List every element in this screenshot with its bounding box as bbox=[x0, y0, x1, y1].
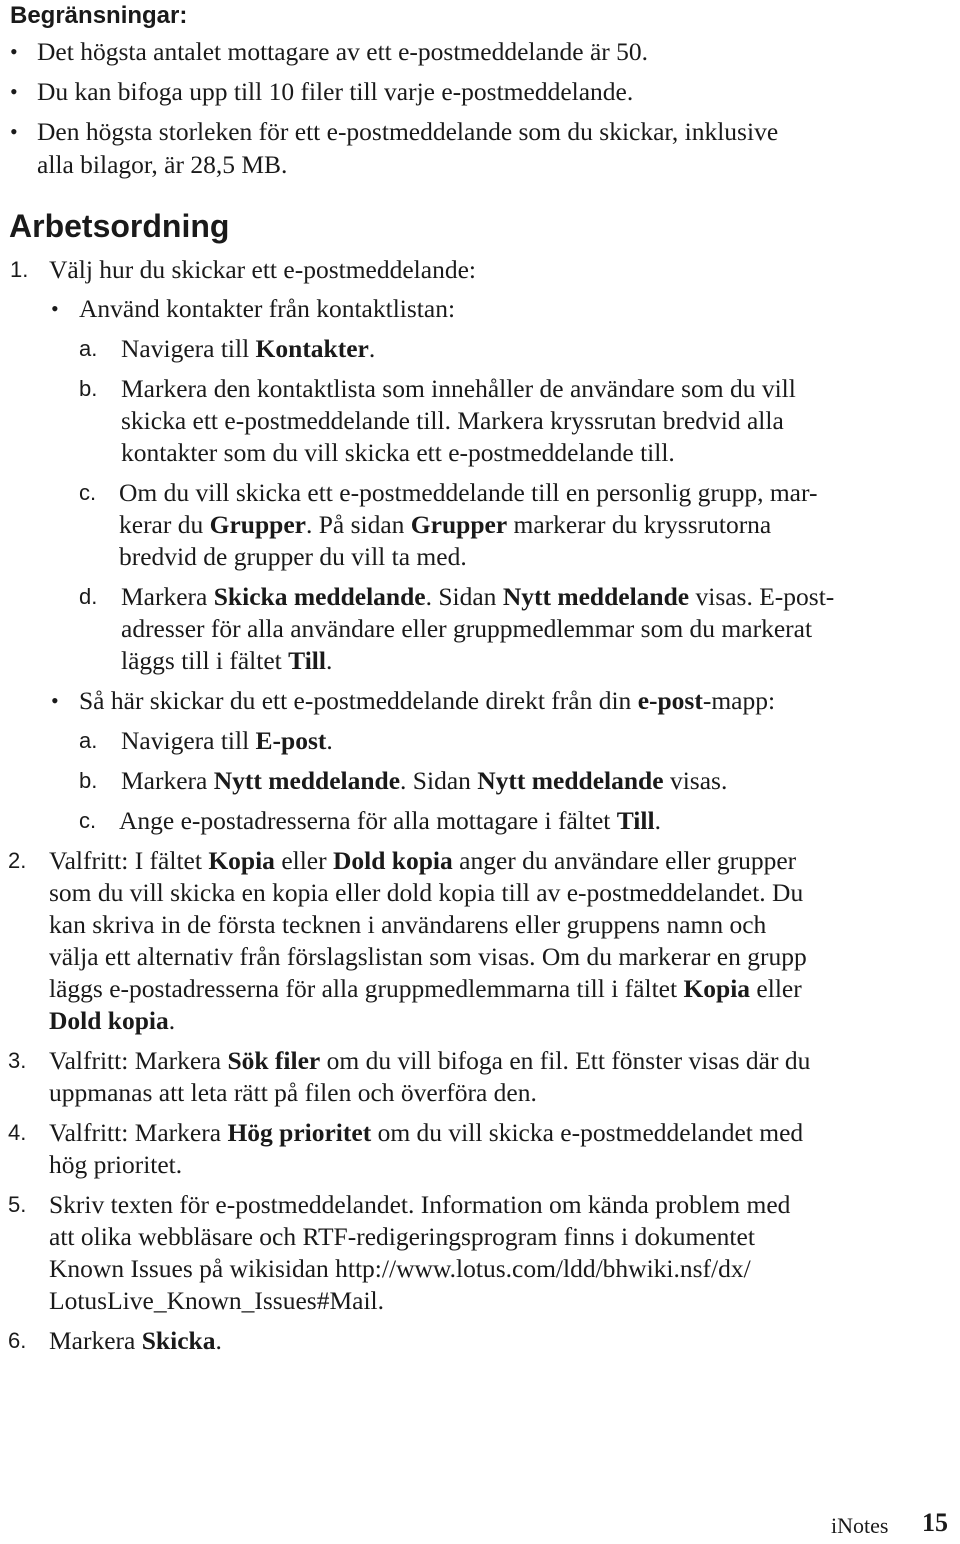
step3-text: uppmanas att leta rätt på filen och överföra den. bbox=[49, 1078, 537, 1107]
substep-c-text: Ange e-postadresserna för alla mottagare i fältet Till. bbox=[119, 806, 661, 835]
option-contacts: Använd kontakter från kontaktlistan: bbox=[79, 294, 456, 323]
substep-c-text: Om du vill skicka ett e-postmeddelande till en personlig grupp, mar- bbox=[119, 478, 818, 507]
substep-d-text: adresser för alla användare eller gruppmedlemmar som du markerat bbox=[121, 614, 813, 643]
substep-c-text: bredvid de grupper du vill ta med. bbox=[119, 542, 467, 571]
step5-text: LotusLive_Known_Issues#Mail. bbox=[49, 1286, 385, 1315]
step2-text: Valfritt: I fältet Kopia eller Dold kopia anger du användare eller grupper bbox=[49, 846, 797, 875]
substep-b-text: skicka ett e-postmeddelande till. Markera kryssrutan bredvid alla bbox=[121, 406, 784, 435]
substep-a-text: Navigera till Kontakter. bbox=[121, 334, 376, 363]
substep-label: b. bbox=[79, 376, 98, 401]
substep-label: c. bbox=[79, 480, 97, 505]
substep-label: c. bbox=[79, 808, 97, 833]
substep-b-text: Markera den kontaktlista som innehåller de användare som du vill bbox=[121, 374, 796, 403]
step-number: 5. bbox=[8, 1192, 27, 1217]
substep-a-text: Navigera till E-post. bbox=[121, 726, 333, 755]
page-number: 15 bbox=[922, 1508, 948, 1537]
step-number: 1. bbox=[10, 257, 29, 282]
step2-text: läggs e-postadresserna för alla gruppmedlemmarna till i fältet Kopia eller bbox=[49, 974, 802, 1003]
step-number: 4. bbox=[8, 1120, 27, 1145]
bullet-dot: • bbox=[10, 79, 18, 104]
bullet-dot: • bbox=[51, 688, 59, 713]
step-number: 3. bbox=[8, 1048, 27, 1073]
substep-label: a. bbox=[79, 336, 98, 361]
procedure-heading: Arbetsordning bbox=[9, 208, 230, 244]
limitation-size-cont: alla bilagor, är 28,5 MB. bbox=[37, 150, 288, 179]
bullet-dot: • bbox=[10, 119, 18, 144]
step4-text: hög prioritet. bbox=[49, 1150, 183, 1179]
limitations-heading: Begränsningar: bbox=[10, 2, 188, 29]
step6-text: Markera Skicka. bbox=[49, 1326, 222, 1355]
step2-text: kan skriva in de första tecknen i användarens eller gruppens namn och bbox=[49, 910, 767, 939]
step2-text: välja ett alternativ från förslagslistan som visas. Om du markerar en grupp bbox=[49, 942, 807, 971]
step4-text: Valfritt: Markera Hög prioritet om du vill skicka e-postmeddelandet med bbox=[49, 1118, 804, 1147]
limitation-files: Du kan bifoga upp till 10 filer till varje e-postmeddelande. bbox=[37, 77, 634, 106]
bullet-dot: • bbox=[10, 39, 18, 64]
substep-label: b. bbox=[79, 768, 98, 793]
substep-b-text: Markera Nytt meddelande. Sidan Nytt meddelande visas. bbox=[121, 766, 728, 795]
step5-text: att olika webbläsare och RTF-redigeringsprogram finns i dokumentet bbox=[49, 1222, 755, 1251]
step2-text: Dold kopia. bbox=[49, 1006, 176, 1035]
bullet-dot: • bbox=[51, 296, 59, 321]
step-number: 2. bbox=[8, 848, 27, 873]
substep-c-text: kerar du Grupper. På sidan Grupper markerar du kryssrutorna bbox=[119, 510, 772, 539]
step-number: 6. bbox=[8, 1328, 27, 1353]
step2-text: som du vill skicka en kopia eller dold kopia till av e-postmeddelandet. Du bbox=[49, 878, 804, 907]
option-email-folder: Så här skickar du ett e-postmeddelande direkt från din e-post-mapp: bbox=[79, 686, 776, 715]
substep-b-text: kontakter som du vill skicka ett e-postmeddelande till. bbox=[121, 438, 675, 467]
step5-text: Known Issues på wikisidan http://www.lotus.com/ldd/bhwiki.nsf/dx/ bbox=[49, 1254, 751, 1283]
limitation-recipients: Det högsta antalet mottagare av ett e-postmeddelande är 50. bbox=[37, 37, 649, 66]
substep-d-text: Markera Skicka meddelande. Sidan Nytt meddelande visas. E-post- bbox=[121, 582, 835, 611]
substep-d-text: läggs till i fältet Till. bbox=[121, 646, 333, 675]
step1-text: Välj hur du skickar ett e-postmeddelande: bbox=[49, 255, 476, 284]
step3-text: Valfritt: Markera Sök filer om du vill bifoga en fil. Ett fönster visas där du bbox=[49, 1046, 811, 1075]
substep-label: a. bbox=[79, 728, 98, 753]
step5-text: Skriv texten för e-postmeddelandet. Information om kända problem med bbox=[49, 1190, 791, 1219]
footer-product-label: iNotes bbox=[831, 1513, 889, 1538]
limitation-size: Den högsta storleken för ett e-postmeddelande som du skickar, inklusive bbox=[37, 117, 779, 146]
substep-label: d. bbox=[79, 584, 98, 609]
